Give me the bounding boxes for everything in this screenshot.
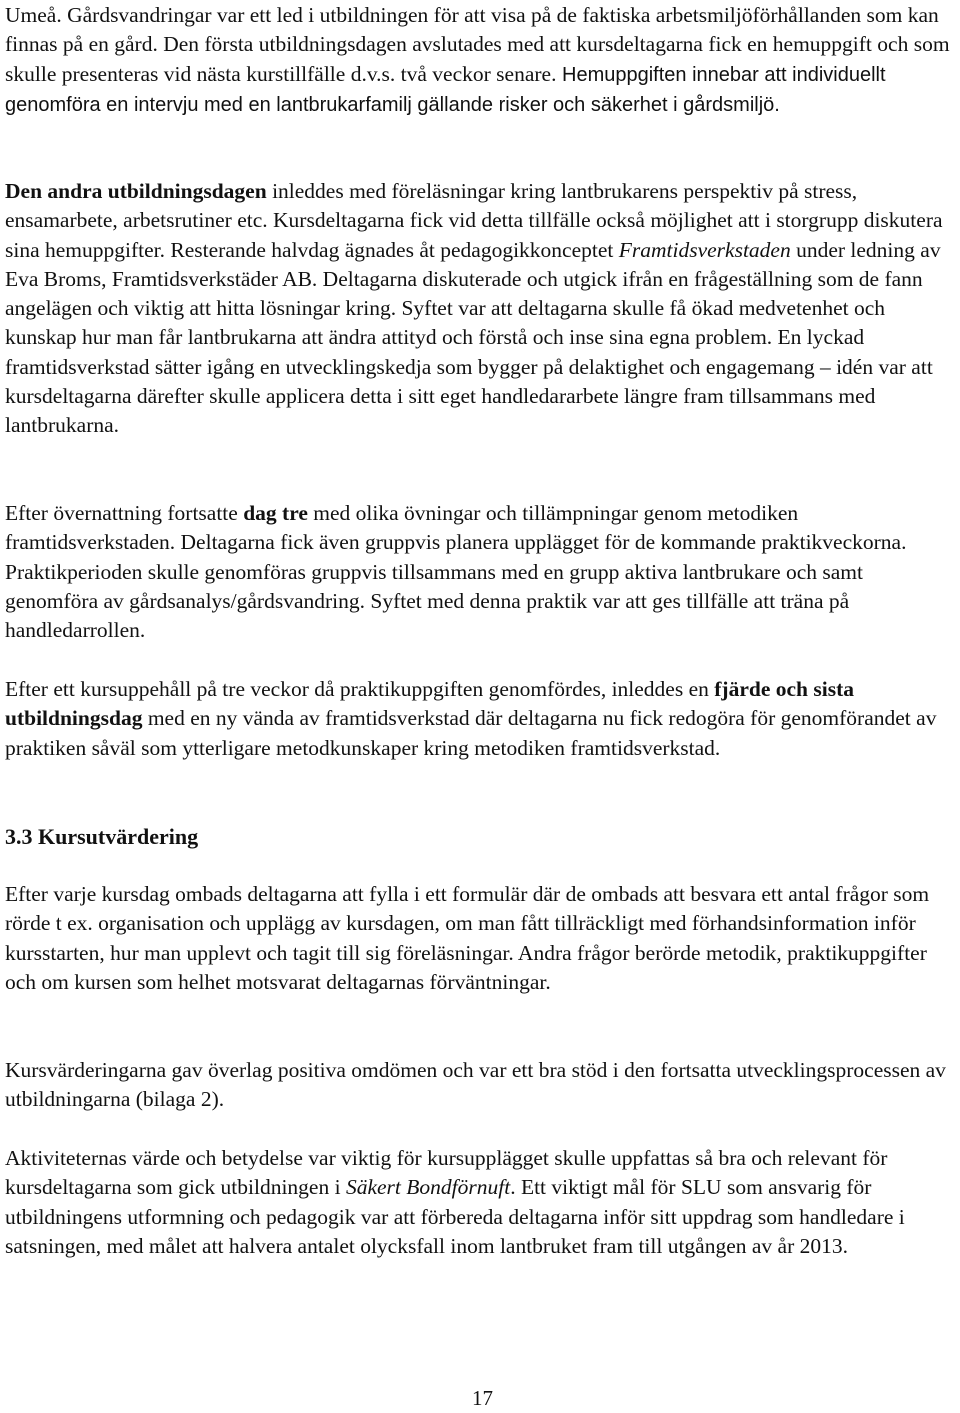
bold-term: dag tre: [243, 501, 308, 525]
paragraph-text: . Ett viktigt mål för SLU som ansvarig för utbildningens utformning och pedagogik var att förbereda deltagarna inför sitt uppdrag som handledare i satsningen, med målet att halvera antalet olycksfall inom lantbruket fram till utgången av år 2013.: [5, 1175, 905, 1258]
paragraph-text: Efter ett kursuppehåll på tre veckor då praktikuppgiften genomfördes, inleddes en: [5, 677, 715, 701]
section-heading: 3.3 Kursutvärdering: [5, 824, 199, 849]
bold-lead: Den andra utbildningsdagen: [5, 179, 267, 203]
paragraph-kursvarderingar: Kursvärderingarna gav överlag positiva omdömen och var ett bra stöd i den fortsatta utvecklingsprocessen av utbildningarna (bilaga 2).: [5, 1058, 946, 1112]
paragraph-fjarde-dag: [5, 675, 957, 763]
paragraph-text: Aktiviteternas värde och betydelse var viktig för kursupplägget skulle uppfattas så bra och relevant för kursdeltagarna som gick utbildningen i: [5, 1146, 888, 1200]
page-number: 17: [472, 1386, 493, 1410]
italic-term: Säkert Bondförnuft: [345, 1175, 511, 1200]
paragraph-text-sans: Hemuppgiften innebar att individuellt genomföra en intervju med en lantbrukarfamilj gällande risker och säkerhet i gårdsmiljö.: [5, 63, 886, 116]
paragraph-andra-utbildningsdagen: [5, 177, 957, 441]
paragraph-text: Umeå. Gårdsvandringar var ett led i utbildningen för att visa på de faktiska arbetsmiljöförhållanden som kan finnas på en gård. Den första utbildningsdagen avslutades med att kursdeltagarna fick en hemuppgift och som skulle presenteras vid nästa kurstillfälle d.v.s. två veckor senare.: [5, 3, 950, 86]
paragraph-text: Efter övernattning fortsatte: [5, 501, 244, 525]
italic-term: Framtidsverkstaden: [618, 237, 791, 262]
paragraph-text: med en ny vända av framtidsverkstad där deltagarna nu fick redogöra för genomförandet av praktiken såväl som ytterligare metodkunskaper kring metodiken framtidsverkstad.: [5, 706, 937, 760]
paragraph-aktiviteternas-varde: [5, 1144, 957, 1261]
bold-term: fjärde och sista utbildningsdag: [5, 677, 854, 731]
paragraph-dag-tre: [5, 499, 957, 645]
paragraph-kursdag-formular: Efter varje kursdag ombads deltagarna att fylla i ett formulär där de ombads att besvara ett antal frågor som rörde t ex. organisation och upplägg av kursdagen, om man fått tillräckligt med förhandsinformation inför kursstarten, hur man upplevt och tagit till sig föreläsningar. Andra frågor berörde metodik, praktikuppgifter och om kursen som helhet motsvarat deltagarnas förväntningar.: [5, 882, 930, 994]
paragraph-text: Kursdeltagarna fick vid detta tillfälle också möjlighet att i storgrupp diskutera sina hemuppgifter. Resterande halvdag ägnades åt pedagogikkonceptet: [5, 208, 943, 262]
paragraph-text: inleddes med föreläsningar kring lantbrukarens perspektiv på stress, ensamarbete, arbetsrutiner etc.: [5, 179, 858, 233]
paragraph-text: med olika övningar och tillämpningar genom metodiken framtidsverkstaden. Deltagarna fick även gruppvis planera upplägget för de kommande praktikveckorna. Praktikperioden skulle genomföras gruppvis tillsammans med en grupp aktiva lantbrukare och samt genomföra av gårdsanalys/gårdsvandring. Syftet med denna praktik var att ges tillfälle att träna på handledarrollen.: [5, 501, 907, 643]
paragraph-gardsvandringar: [5, 1, 957, 120]
paragraph-text: under ledning av Eva Broms, Framtidsverkstäder AB. Deltagarna diskuterade och utgick ifrån en frågeställning som de fann angelägen och viktig att hitta lösningar kring. Syftet var att deltagarna skulle få ökad medvetenhet och kunskap hur man får lantbrukarna att ändra attityd och förstå och inse sina egna problem. En lyckad framtidsverkstad sätter igång en utvecklingskedja som bygger på delaktighet och engagemang – idén var att kursdeltagarna därefter skulle applicera detta i sitt eget handledararbete längre fram tillsammans med lantbrukarna.: [5, 237, 941, 438]
